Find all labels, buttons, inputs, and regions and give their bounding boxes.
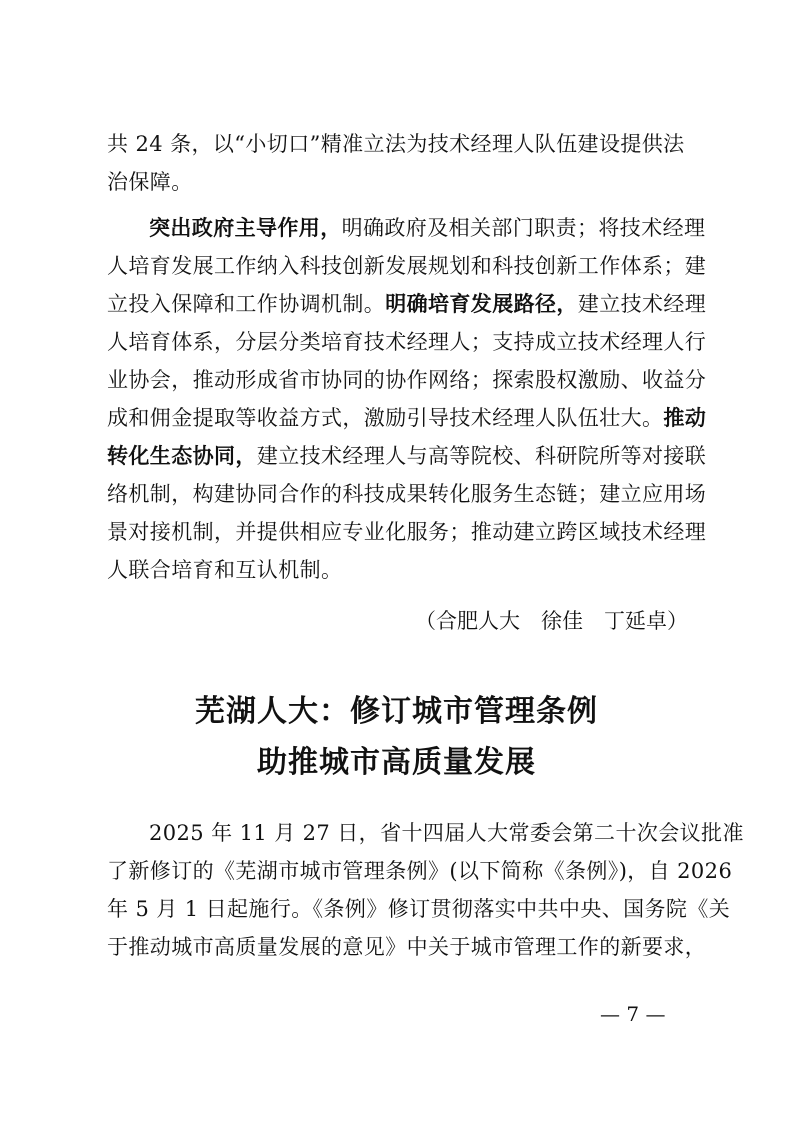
text-span: 立投入保障和工作协调机制。 bbox=[107, 292, 386, 316]
article-title-line2: 助推城市高质量发展 bbox=[257, 745, 536, 780]
article-title-line1: 芜湖人大：修订城市管理条例 bbox=[195, 694, 598, 729]
text-span: 成和佣金提取等收益方式，激励引导技术经理人队伍壮大。 bbox=[107, 406, 664, 430]
text-line bbox=[107, 285, 707, 323]
text-line: 治保障。 bbox=[107, 170, 193, 194]
text-span: 明确政府及相关部门职责；将技术经理 bbox=[341, 216, 706, 240]
emphasis-text: 推动 bbox=[663, 406, 707, 430]
text-line: 于推动城市高质量发展的意见》中关于城市管理工作的新要求， bbox=[107, 935, 707, 959]
text-line bbox=[107, 399, 707, 437]
text-line bbox=[107, 437, 707, 475]
emphasis-text: 明确培育发展路径， bbox=[385, 292, 578, 316]
text-line: 年 5 月 1 日起施行。《条例》修订贯彻落实中共中央、国务院《关 bbox=[107, 897, 731, 921]
emphasis-text: 突出政府主导作用， bbox=[149, 216, 342, 240]
text-line bbox=[107, 209, 706, 247]
text-line: 络机制，构建协同合作的科技成果转化服务生态链；建立应用场 bbox=[107, 482, 707, 506]
text-line: 2025 年 11 月 27 日，省十四届人大常委会第二十次会议批准 bbox=[149, 821, 744, 845]
text-span: 建立技术经理人与高等院校、科研院所等对接联 bbox=[256, 444, 707, 468]
text-line: 了新修订的《芜湖市城市管理条例》(以下简称《条例》)，自 2026 bbox=[107, 859, 733, 883]
page-number: — 7 — bbox=[600, 1002, 666, 1026]
article-body bbox=[107, 814, 744, 966]
text-line: 共 24 条，以“小切口”精准立法为技术经理人队伍建设提供法 bbox=[107, 132, 685, 156]
byline: （合肥人大 徐佳 丁延卓） bbox=[415, 609, 688, 633]
text-line: 业协会，推动形成省市协同的协作网络；探索股权激励、收益分 bbox=[107, 368, 707, 392]
text-line: 景对接机制，并提供相应专业化服务；推动建立跨区域技术经理 bbox=[107, 520, 707, 544]
text-line: 人培育体系，分层分类培育技术经理人；支持成立技术经理人行 bbox=[107, 330, 707, 354]
paragraph-continuation bbox=[107, 125, 697, 201]
text-line: 人培育发展工作纳入科技创新发展规划和科技创新工作体系；建 bbox=[107, 254, 707, 278]
paragraph-measures bbox=[107, 209, 707, 589]
text-line: 人联合培育和互认机制。 bbox=[107, 558, 343, 582]
emphasis-text: 转化生态协同， bbox=[107, 444, 257, 468]
text-span: 建立技术经理 bbox=[577, 292, 707, 316]
